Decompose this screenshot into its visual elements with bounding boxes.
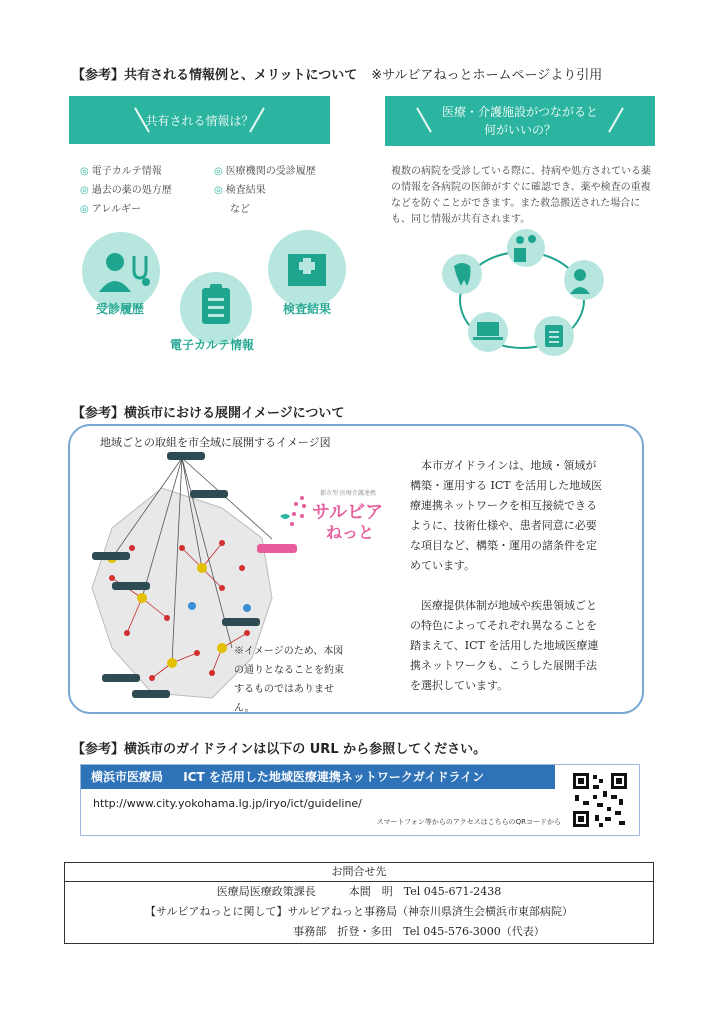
map-disclaimer: ※イメージのため、本図の通りとなることを約束するものではありません。: [234, 646, 344, 714]
list-item: [80, 200, 172, 219]
section3-title: 【参考】横浜市のガイドラインは以下の URL から参照してください。: [72, 742, 487, 757]
bullet-icon: ◎: [80, 166, 89, 177]
guideline-banner-header: [81, 765, 555, 789]
history-circle: [82, 232, 160, 310]
list-item: [214, 162, 316, 181]
slash-icon: [416, 107, 432, 132]
qr-note: スマートフォン等からのアクセスはこちらのQRコードから: [376, 818, 561, 826]
bullet-list-1: [80, 162, 172, 219]
slash-icon: [608, 107, 624, 132]
doctor-icon: [82, 232, 160, 310]
list-item: [214, 181, 316, 200]
bullet-icon: ◎: [80, 204, 89, 215]
map-caption: 地域ごとの取組を市全域に展開するイメージ図: [100, 436, 331, 449]
benefit-paragraph: 複数の病院を受診している際に、持病や処方されている薬の情報を各病院の医師がすぐに確認でき、薬や検査の重複などを防ぐことができます。また救急搬送された場合にも、同じ情報が共有されます。: [391, 166, 651, 225]
etc-label: など: [230, 204, 250, 215]
ehr-circle: [180, 272, 252, 344]
benefit-banner-line2: 何がいいの？: [483, 123, 556, 137]
shared-info-banner-text: 共有される情報は？: [145, 113, 254, 128]
citation-note: ※サルビアねっとホームページより引用: [371, 68, 603, 83]
bullet-list-2: [214, 162, 316, 219]
list-item-label: 電子カルテ情報: [91, 166, 162, 177]
benefit-banner: [385, 96, 655, 146]
contact-line-3: 事務部 折登・多田 Tel 045-576-3000（代表）: [293, 925, 545, 938]
bullet-icon: ◎: [214, 185, 223, 196]
contact-line-1: 医療局医療政策課長 本間 明 Tel 045-671-2438: [216, 885, 502, 898]
list-item-label: 検査結果: [225, 185, 266, 196]
bullet-icon: ◎: [80, 185, 89, 196]
list-item-label: アレルギー: [91, 204, 142, 215]
logo-small-text: 都市型 医療介護連携: [320, 490, 376, 497]
bullet-icon: ◎: [214, 166, 223, 177]
section1-title-text: 【参考】共有される情報例と、メリットについて: [72, 68, 358, 83]
section1-title: [72, 64, 602, 83]
list-item-label: 医療機関の受診履歴: [225, 166, 316, 177]
banner-org: 横浜市医療局: [91, 770, 164, 784]
list-item-label: 過去の薬の処方歴: [91, 185, 172, 196]
clipboard-icon: [180, 272, 252, 344]
history-label: 受診履歴: [96, 302, 145, 316]
salvia-flower-icon: [274, 490, 314, 542]
network-cycle-diagram: [434, 228, 610, 376]
banner-title: ICT を活用した地域医療連携ネットワークガイドライン: [183, 770, 485, 784]
logo-line2: ねっと: [326, 523, 375, 542]
test-label: 検査結果: [283, 302, 332, 316]
salvia-net-logo: [272, 488, 396, 544]
hospital-icon: [268, 230, 346, 308]
guideline-link-banner[interactable]: [80, 764, 640, 836]
list-item: [80, 162, 172, 181]
guideline-paragraph-2: 医療提供体制が地域や疾患領域ごとの特色によってそれぞれ異なることを踏まえて、ICT を活用した地域医療連携ネットワークも、こうした展開手法を選択しています。: [410, 599, 599, 692]
test-circle: [268, 230, 346, 308]
list-item: [80, 181, 172, 200]
guideline-paragraph-1: 本市ガイドラインは、地域・領域が構築・運用する ICT を活用した地域医療連携ネットワークを相互接続できるように、技術仕様や、患者同意に必要な項目など、構築・運用の諸条件を定めています。: [410, 459, 603, 572]
qr-code-icon[interactable]: [571, 771, 629, 829]
contact-header: お問合せ先: [65, 863, 653, 882]
section2-title: 【参考】横浜市における展開イメージについて: [72, 406, 345, 421]
ehr-label: 電子カルテ情報: [170, 338, 255, 352]
logo-line1: サルビア: [312, 502, 384, 523]
guideline-url-link[interactable]: http://www.city.yokohama.lg.jp/iryo/ict/guideline/: [93, 797, 362, 810]
contact-table: [64, 862, 654, 944]
benefit-banner-line1: 医療・介護施設がつながると: [441, 105, 598, 119]
contact-line-2: 【サルビアねっとに関して】サルビアねっと事務局（神奈川県済生会横浜市東部病院）: [145, 905, 573, 918]
shared-info-banner: [69, 96, 330, 144]
